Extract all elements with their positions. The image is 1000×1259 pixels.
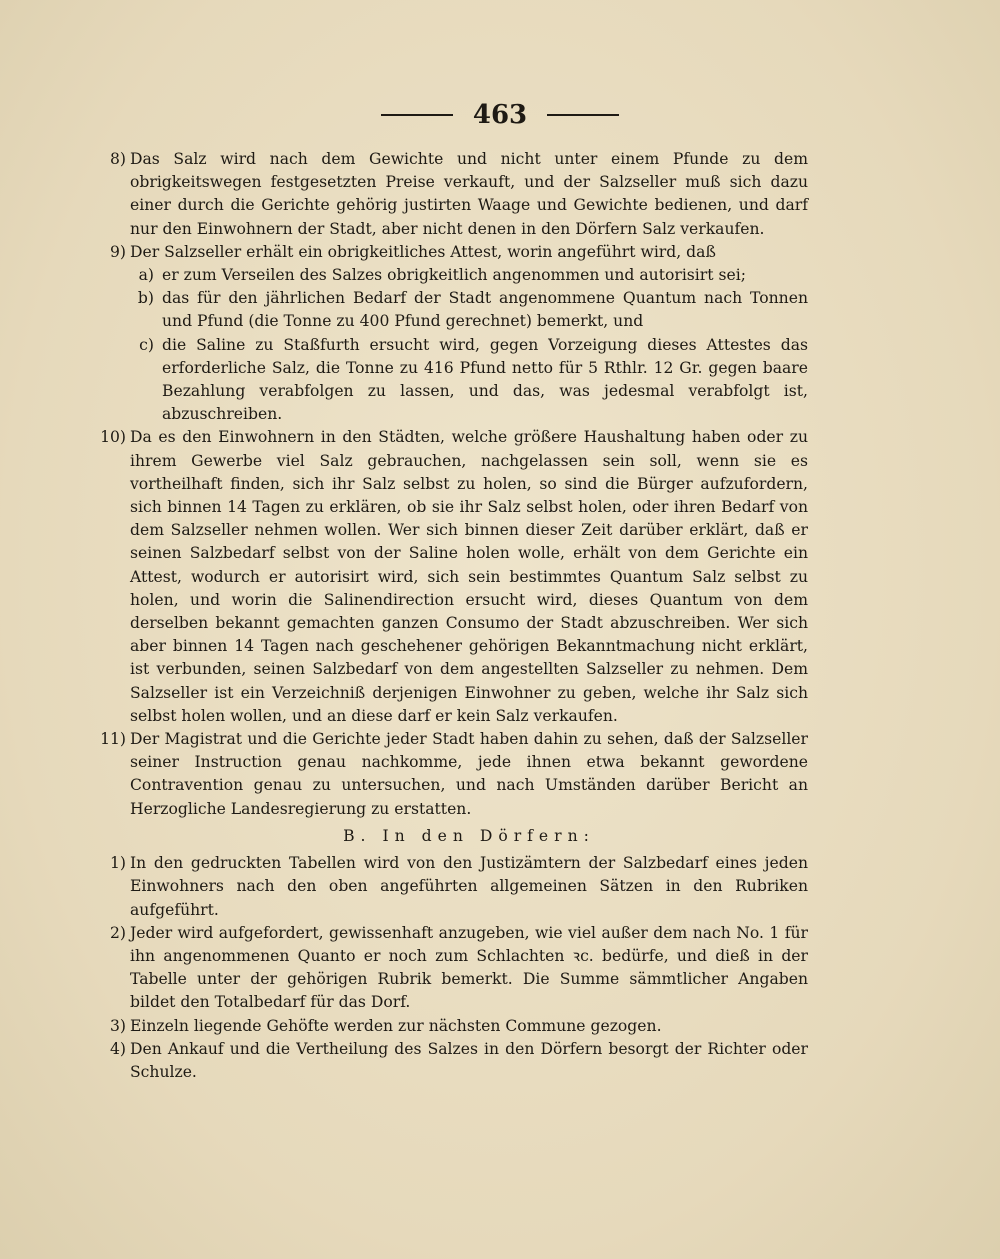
numbered-paragraph bbox=[92, 852, 808, 922]
paragraph-number: 8) bbox=[109, 150, 126, 168]
paragraph-text: Der Magistrat und die Gerichte jeder Stadt haben dahin zu sehen, daß der Salzseller seiner Instruction genau nachkomme, jede ihnen etwa bekannt gewordene Contravention genau zu untersuchen, und nach Umständen darüber Bericht an Herzogliche Landesregierung zu erstatten. bbox=[130, 730, 808, 818]
numbered-paragraph bbox=[92, 1015, 808, 1038]
sub-paragraph bbox=[92, 264, 808, 287]
numbered-paragraph bbox=[92, 241, 808, 264]
paragraph-number: 3) bbox=[109, 1016, 126, 1035]
paragraph-number: c) bbox=[139, 335, 154, 354]
paragraph-text: Das Salz wird nach dem Gewichte und nicht unter einem Pfunde zu dem obrigkeitswegen festgesetzten Preise verkauft, und der Salzseller muß sich dazu einer durch die Gerichte gehörig justirten Waage und Gewichte bedienen, und darf nur den Einwohnern der Stadt, aber nicht denen in den Dörfern Salz verkaufen. bbox=[130, 150, 808, 238]
page-body bbox=[92, 148, 808, 1084]
paragraph-number: 2) bbox=[109, 923, 126, 942]
paragraph-number: b) bbox=[137, 289, 154, 308]
paragraph-text: Jeder wird aufgefordert, gewissenhaft anzugeben, wie viel außer dem nach No. 1 für ihn angenommenen Quanto er noch zum Schlachten ꝛc. bedürfe, und dieß in der Tabelle unter der gehörigen Rubrik bemerkt. Die Summe sämmtlicher Angaben bildet den Totalbedarf für das Dorf. bbox=[130, 923, 808, 1012]
paragraph-text: das für den jährlichen Bedarf der Stadt angenommene Quantum nach Tonnen und Pfund (die Tonne zu 400 Pfund gerechnet) bemerkt, und bbox=[162, 289, 808, 331]
paragraph-number: 10) bbox=[100, 428, 126, 447]
numbered-paragraph bbox=[92, 922, 808, 1015]
paragraph-number: 1) bbox=[109, 854, 126, 873]
sub-paragraph bbox=[92, 334, 808, 427]
paragraph-text: In den gedruckten Tabellen wird von den Justizämtern der Salzbedarf eines jeden Einwohners nach den oben angeführten allgemeinen Sätzen in den Rubriken aufgeführt. bbox=[130, 854, 808, 919]
header-rule-right bbox=[547, 114, 619, 116]
paragraph-number: 11) bbox=[100, 730, 126, 749]
paragraph-text: die Saline zu Staßfurth ersucht wird, gegen Vorzeigung dieses Attestes das erforderliche Salz, die Tonne zu 416 Pfund netto für 5 Rthlr. 12 Gr. gegen baare Bezahlung verabfolgen zu lassen, und das, was jedesmal verabfolgt ist, abzuschreiben. bbox=[162, 335, 808, 424]
paragraph-text: Da es den Einwohnern in den Städten, welche größere Haushaltung haben oder zu ihrem Gewerbe viel Salz gebrauchen, nachgelassen sein soll, wenn sie es vortheilhaft finden, sich ihr Salz selbst zu holen, so sind die Bürger aufzufordern, sich binnen 14 Tagen zu erklären, ob sie ihr Salz selbst holen, oder ihren Bedarf von dem Salzseller nehmen wollen. Wer sich binnen dieser Zeit darüber erklärt, daß er seinen Salzbedarf selbst von der Saline holen wolle, erhält von dem Gerichte ein Attest, wodurch er autorisirt wird, sich sein bestimmtes Quantum Salz selbst zu holen, und worin die Salinendirection ersucht wird, dieses Quantum von dem derselben bekannt gemachten ganzen Consumo der Stadt abzuschreiben. Wer sich aber binnen 14 Tagen nach geschehener gehörigen Bekanntmachung nicht erklärt, ist verbunden, seinen Salzbedarf von dem angestellten Salzseller zu nehmen. Dem Salzseller ist ein Verzeichniß derjenigen Einwohner zu geben, welche ihr Salz sich selbst holen wollen, und an diese darf er kein Salz verkaufen. bbox=[130, 428, 808, 725]
numbered-paragraph bbox=[92, 728, 808, 821]
header-rule-left bbox=[381, 114, 453, 116]
section-heading: B. In den Dörfern: bbox=[343, 826, 595, 845]
sub-paragraph bbox=[92, 287, 808, 333]
paragraph-text: Der Salzseller erhält ein obrigkeitliches Attest, worin angeführt wird, daß bbox=[130, 242, 716, 261]
numbered-paragraph bbox=[92, 1038, 808, 1084]
paragraph-text: Den Ankauf und die Vertheilung des Salzes in den Dörfern besorgt der Richter oder Schulze. bbox=[130, 1039, 808, 1081]
paragraph-text: er zum Verseilen des Salzes obrigkeitlich angenommen und autorisirt sei; bbox=[162, 266, 746, 285]
paragraph-text: Einzeln liegende Gehöfte werden zur nächsten Commune gezogen. bbox=[130, 1016, 662, 1035]
numbered-paragraph bbox=[92, 148, 808, 241]
numbered-paragraph bbox=[92, 426, 808, 728]
page-header bbox=[0, 100, 1000, 130]
page-number: 463 bbox=[472, 100, 528, 130]
paragraph-number: 4) bbox=[109, 1039, 126, 1058]
paragraph-number: 9) bbox=[109, 242, 126, 261]
paragraph-number: a) bbox=[138, 266, 154, 285]
